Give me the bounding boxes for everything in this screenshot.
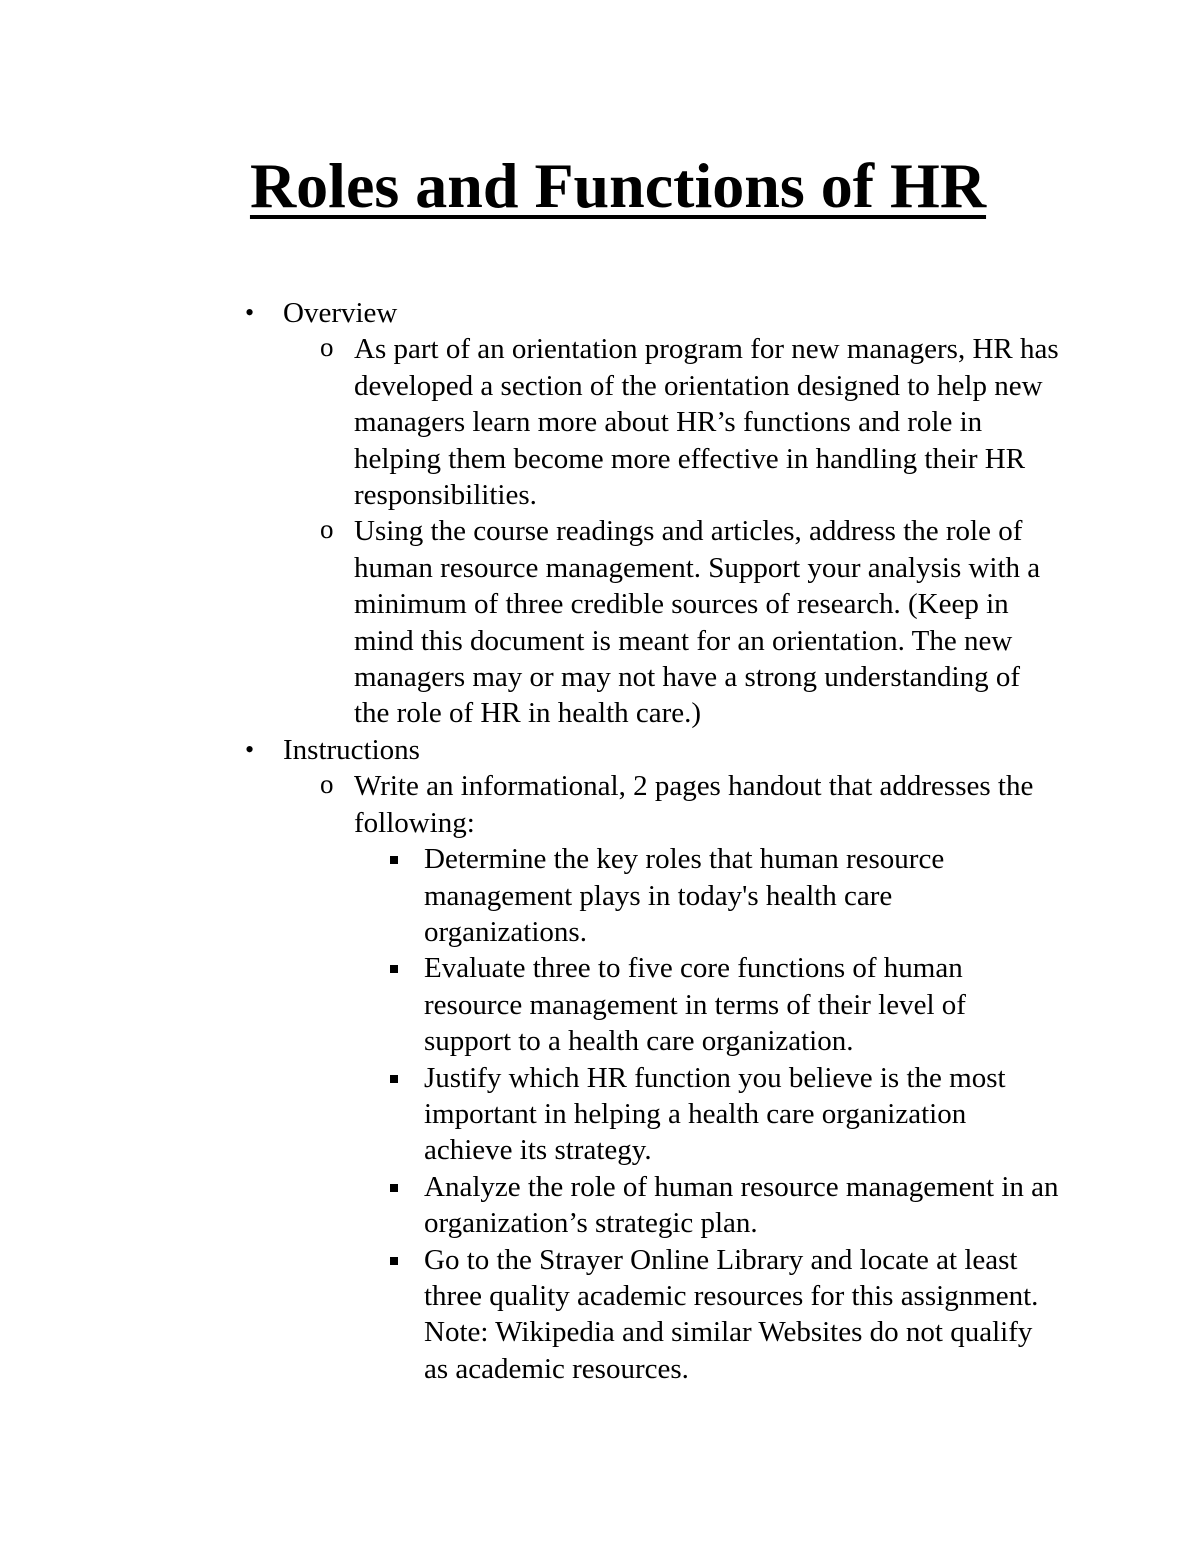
list-item-text: Write an informational, 2 pages handout that addresses the following: [354,770,1034,839]
square-bullet-icon [390,1075,398,1083]
section-overview [0,295,1200,331]
sub-list-item-text: Determine the key roles that human resource management plays in today's health care organizations. [424,843,945,948]
section-heading: Overview [283,297,398,329]
section-instructions [0,732,1200,768]
list-item [0,331,1059,513]
square-bullet-icon [390,856,398,864]
circle-bullet-icon: o [320,514,334,545]
sub-list-item [0,1169,1059,1242]
sub-list-item [0,841,1059,950]
sub-list-item [0,1242,1059,1388]
page-title: Roles and Functions of HR [249,150,987,221]
circle-bullet-icon: o [320,769,334,800]
list-item-text: As part of an orientation program for new managers, HR has developed a section of the orientation designed to help new managers learn more about HR’s functions and role in helping them become more effective in handling their HR responsibilities. [354,333,1059,512]
sub-list-item [0,1060,1059,1169]
circle-bullet-icon: o [320,332,334,363]
sub-list-item [0,950,1059,1059]
list-item-text: Using the course readings and articles, address the role of human resource management. Support your analysis with a minimum of three credible sources of research. (Keep in mind this document is meant for an orientation. The new managers may or may not have a strong understanding of the role of HR in health care.) [354,515,1041,730]
list-item [0,513,1059,731]
square-bullet-icon [390,1257,398,1265]
sub-list-item-text: Go to the Strayer Online Library and locate at least three quality academic resources for this assignment. Note: Wikipedia and similar Websites do not qualify as academic resources. [424,1243,1039,1385]
bullet-icon: • [245,734,255,764]
section-heading: Instructions [283,733,420,766]
list-item [0,768,1059,841]
square-bullet-icon [390,965,398,973]
sub-list-item-text: Justify which HR function you believe is the most important in helping a health care organization achieve its strategy. [424,1061,1006,1167]
bullet-icon: • [245,298,255,327]
document-body [0,295,1200,1387]
square-bullet-icon [390,1184,398,1192]
sub-list-item-text: Evaluate three to five core functions of human resource management in terms of their level of support to a health care organization. [424,952,966,1058]
sub-list-item-text: Analyze the role of human resource management in an organization’s strategic plan. [424,1170,1059,1240]
